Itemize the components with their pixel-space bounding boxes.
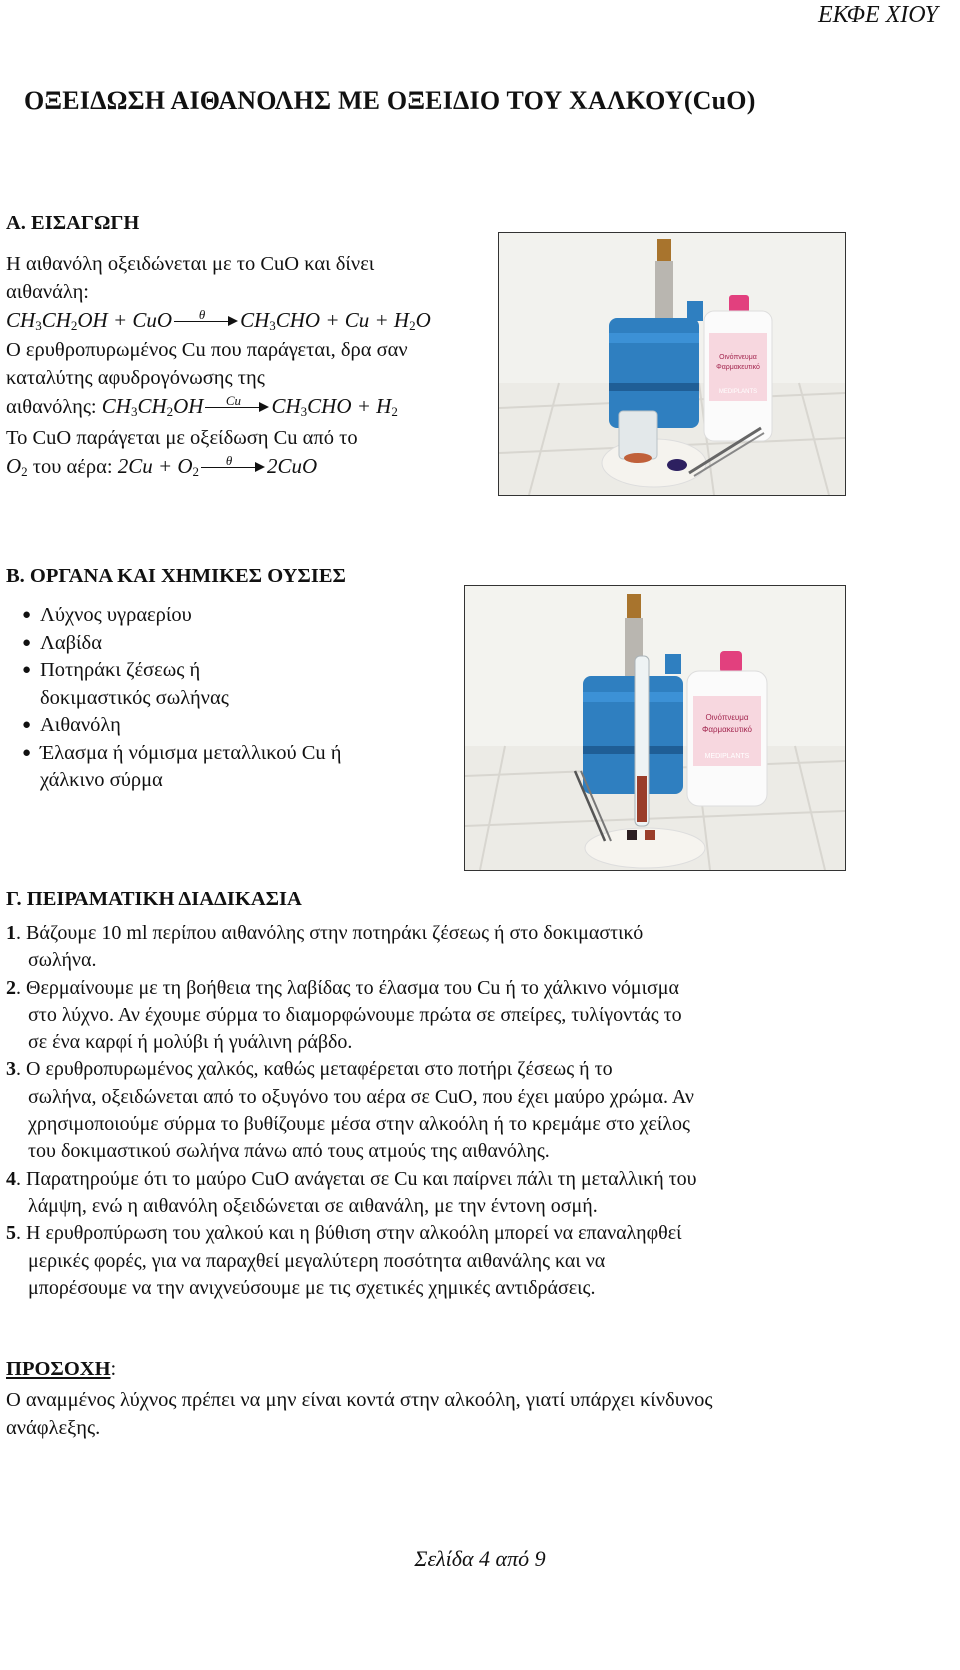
intro-line-4: καταλύτης αφυδρογόνωσης της [6, 367, 265, 389]
page-footer: Σελίδα 4 από 9 [414, 1546, 546, 1571]
equation-3: $2Cu + O_2$ θ 2CuO [117, 453, 318, 479]
bottle-label-line-1: Οινόπνευμα [705, 713, 749, 722]
bottle-label-line-1: Οινόπνευμα [719, 354, 757, 361]
page-title: ΟΞΕΙΔΩΣΗ ΑΙΘΑΝΟΛΗΣ ΜΕ ΟΞΕΙΔΙΟ ΤΟΥ ΧΑΛΚΟΥ(CuO) [24, 86, 756, 115]
procedure-steps [6, 920, 906, 1302]
bottle-label-line-2: Φαρμακευτικό [716, 364, 760, 371]
list-item: ● Ποτηράκι ζέσεως ή δοκιμαστικός σωλήνας [22, 659, 229, 709]
procedure-step-1: 1. Βάζουμε 10 ml περίπου αιθανόλης στην ποτηράκι ζέσεως ή στο δοκιμαστικό σωλήνα. [6, 922, 644, 972]
bottle-brand: MEDIPLANTS [718, 389, 758, 395]
equation-1: $CH_3CH_2OH$ + CuO θ $CH_3CHO + Cu + H_2O$ [6, 307, 431, 333]
section-a-heading: Α. ΕΙΣΑΓΩΓΗ [6, 212, 140, 234]
page-header: ΕΚΦΕ ΧΙΟΥ [818, 2, 938, 28]
bullet-icon: ● [22, 662, 32, 678]
section-c-heading: Γ. ΠΕΙΡΑΜΑΤΙΚΗ ΔΙΑΔΙΚΑΣΙΑ [6, 888, 302, 910]
warning-text: Ο αναμμένος λύχνος πρέπει να μην είναι κοντά στην αλκοόλη, γιατί υπάρχει κίνδυνος ανάφλεξης. [6, 1389, 713, 1439]
procedure-step-2: 2. Θερμαίνουμε με τη βοήθεια της λαβίδας το έλασμα του Cu ή το χάλκινο νόμισμα στο λύχνο. Αν έχουμε σύρμα το διαμορφώνουμε πρώτα σε σπείρες, τυλίγοντάς το σε ένα καρφί ή μολύβι ή γυάλινη ράβδο. [6, 976, 682, 1054]
list-item: ● Λαβίδα [22, 630, 462, 658]
intro-line-1: Η αιθανόλη οξειδώνεται με το CuO και δίνει [6, 253, 375, 275]
section-b-heading: Β. ΟΡΓΑΝΑ ΚΑΙ ΧΗΜΙΚΕΣ ΟΥΣΙΕΣ [6, 565, 346, 587]
list-item: ● Έλασμα ή νόμισμα μεταλλικού Cu ή χάλκινο σύρμα [22, 741, 342, 791]
photo-burner-and-bottle [498, 232, 846, 496]
list-item: ● Λύχνος υγραερίου [22, 602, 462, 630]
intro-line-2: αιθανάλη: [6, 281, 90, 303]
intro-line-7: $O_2$ του αέρα: $2Cu + O_2$ θ 2CuO [6, 453, 318, 479]
reaction-arrow: θ [201, 461, 265, 475]
section-a-text [6, 250, 496, 486]
warning-heading: ΠΡΟΣΟΧΗ: [6, 1358, 117, 1380]
reaction-arrow: Cu [205, 401, 269, 415]
photo-experiment-setup [464, 585, 846, 871]
equation-2: $CH_3CH_2OH$ Cu $CH_3CHO + H_2$ [101, 393, 398, 419]
intro-line-6: Το CuO παράγεται με οξείδωση Cu από το [6, 427, 358, 449]
procedure-step-3: 3. Ο ερυθροπυρωμένος χαλκός, καθώς μεταφέρεται στο ποτήρι ζέσεως ή το σωλήνα, οξειδώνεται από το οξυγόνο του αέρα σε CuO, που έχει μαύρο χρώμα. Αν χρησιμοποιούμε σύρμα το βυθίζουμε μέσα στην αλκοόλη ή το κρεμάμε στο χείλος του δοκιμαστικού σωλήνα πάνω από τους ατμούς της αιθανόλης. [6, 1058, 694, 1163]
bullet-icon: ● [22, 744, 32, 761]
list-item: ● Αιθανόλη [22, 712, 462, 740]
intro-line-3: Ο ερυθροπυρωμένος Cu που παράγεται, δρα σαν [6, 339, 408, 361]
bottle-brand: MEDIPLANTS [704, 753, 750, 760]
procedure-step-4: 4. Παρατηρούμε ότι το μαύρο CuO ανάγεται σε Cu και παίρνει πάλι τη μεταλλική του λάμψη, ενώ η αιθανόλη οξειδώνεται σε αιθανάλη, με την έντονη οσμή. [6, 1167, 697, 1217]
procedure-step-5: 5. Η ερυθροπύρωση του χαλκού και η βύθιση στην αλκοόλη μπορεί να επαναληφθεί μερικές φορές, για να παραχθεί μεγαλύτερη ποσότητα αιθανάλης και να μπορέσουμε να την ανιχνεύσουμε με τις σχετικές χημικές αντιδράσεις. [6, 1222, 682, 1299]
reaction-arrow: θ [174, 315, 238, 329]
bullet-icon: ● [22, 717, 32, 733]
bullet-icon: ● [22, 634, 32, 651]
bottle-label-line-2: Φαρμακευτικό [701, 725, 753, 734]
materials-list [22, 602, 462, 795]
intro-line-5: αιθανόλης: $CH_3CH_2OH$ Cu $CH_3CHO + H_2$ [6, 393, 398, 419]
bullet-icon: ● [22, 607, 32, 623]
